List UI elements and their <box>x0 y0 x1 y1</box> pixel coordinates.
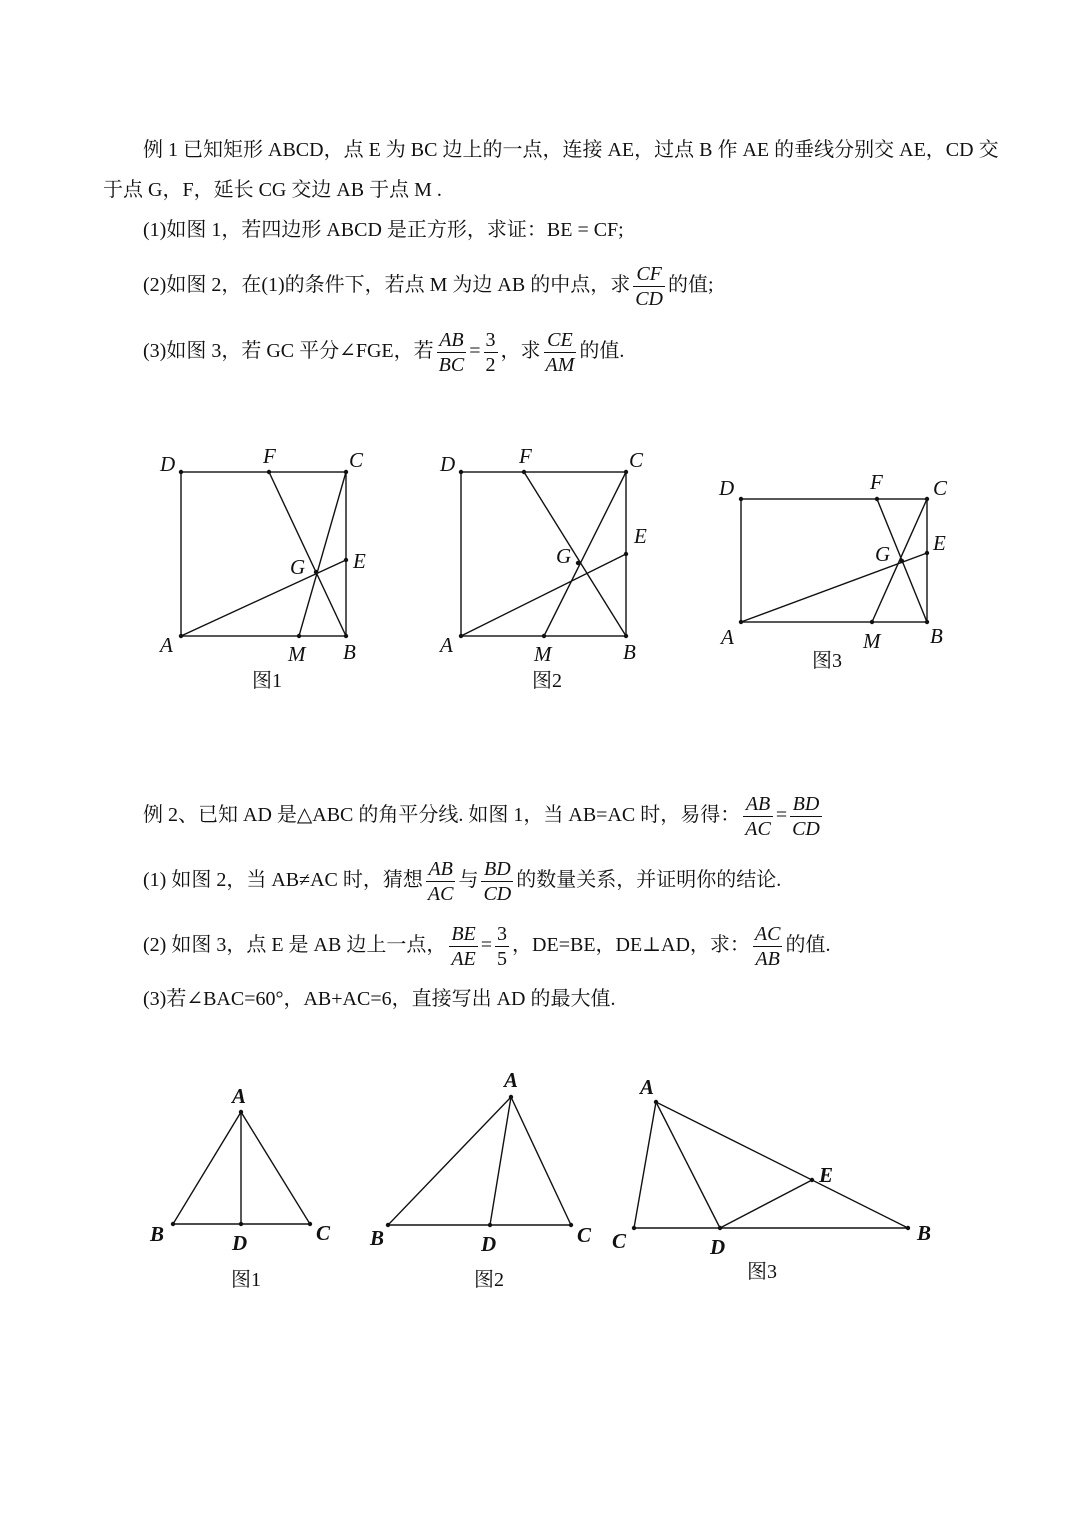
segment-cm <box>299 472 346 636</box>
ex1-figures <box>0 0 1080 720</box>
label-b: B <box>623 640 636 664</box>
label-a: A <box>640 1075 655 1099</box>
label-f: F <box>263 444 276 468</box>
label-c: C <box>629 448 644 472</box>
ex1-figure-1 <box>158 444 366 692</box>
equals-sign: = <box>480 934 493 956</box>
segment-ad <box>490 1097 511 1225</box>
ex2-intro <box>143 790 825 840</box>
ex1-q3-prefix: (3)如图 3，若 GC 平分∠FGE，若 <box>143 340 434 362</box>
label-m: M <box>863 629 881 653</box>
label-m: M <box>534 642 552 666</box>
ex1-line1: 例 1 已知矩形 ABCD，点 E 为 BC 边上的一点，连接 AE，过点 B 作 AE 的垂线分别交 AE，CD 交 <box>143 139 999 161</box>
ex1-question1: (1)如图 1，若四边形 ABCD 是正方形，求证：BE = CF; <box>143 219 624 241</box>
label-f: F <box>519 444 532 468</box>
ex2-q2-prefix: (2) 如图 3，点 E 是 AB 边上一点， <box>143 934 447 956</box>
ex2-q2-mid: ，DE=BE，DE⊥AD，求： <box>512 934 750 956</box>
label-e: E <box>634 524 647 548</box>
segment-bf <box>269 472 346 636</box>
caption-figure-2: 图2 <box>474 1269 504 1291</box>
square-abcd <box>461 472 626 636</box>
ex2-q1-suffix: 的数量关系，并证明你的结论. <box>516 869 782 891</box>
ex2-q1-mid: 与 <box>458 869 479 891</box>
fraction-be-ae: $\frac{BE}{AE}$ <box>451 922 476 970</box>
label-b: B <box>150 1222 165 1246</box>
fraction-bd-cd: $\frac{BD}{CD}$ <box>483 857 512 905</box>
ex1-q3-suffix: 的值. <box>579 340 625 362</box>
ex1-line2: 于点 G，F，延长 CG 交边 AB 于点 M . <box>103 179 442 201</box>
label-c: C <box>577 1223 592 1247</box>
label-b: B <box>930 624 943 648</box>
equals-sign: = <box>775 804 788 826</box>
ex1-figure-2 <box>438 444 647 692</box>
label-d: D <box>232 1231 248 1255</box>
label-c: C <box>349 448 364 472</box>
label-b: B <box>917 1221 932 1245</box>
fraction-3-5: $\frac{3}{5}$ <box>497 922 508 970</box>
square-abcd <box>181 472 346 636</box>
label-b: B <box>343 640 356 664</box>
ex2-figure-3 <box>612 1075 931 1283</box>
label-g: G <box>290 555 306 579</box>
label-e: E <box>353 549 366 573</box>
caption-figure-3: 图3 <box>747 1261 777 1283</box>
caption-figure-1: 图1 <box>231 1269 261 1291</box>
segment-de <box>720 1180 812 1228</box>
fraction-cf-cd: $\frac{CF}{CD}$ <box>635 262 664 310</box>
caption-figure-3: 图3 <box>812 650 842 672</box>
label-c: C <box>612 1229 627 1253</box>
fraction-3-2: $\frac{3}{2}$ <box>485 328 496 376</box>
fraction-ab-ac: $\frac{AB}{AC}$ <box>745 792 771 840</box>
label-d: D <box>710 1235 726 1259</box>
label-c: C <box>316 1221 331 1245</box>
label-f: F <box>870 470 883 494</box>
ex2-q1-prefix: (1) 如图 2，当 AB≠AC 时，猜想 <box>143 869 423 891</box>
caption-figure-1: 图1 <box>252 670 282 692</box>
ex2-intro-prefix: 例 2、已知 AD 是△ABC 的角平分线. 如图 1，当 AB=AC 时，易得： <box>143 804 741 826</box>
fraction-bd-cd: $\frac{BD}{CD}$ <box>792 792 820 840</box>
ex2-question3: (3)若∠BAC=60°，AB+AC=6，直接写出 AD 的最大值. <box>143 988 616 1010</box>
segment-ae <box>741 553 927 622</box>
label-c: C <box>933 476 948 500</box>
fraction-ce-am: $\frac{CE}{AM}$ <box>545 328 575 376</box>
ex1-q3-mid: ，求 <box>500 340 541 362</box>
ex2-figure-2 <box>369 1068 592 1291</box>
ex1-q2-suffix: 的值; <box>668 274 714 296</box>
label-a: A <box>721 625 734 649</box>
segment-bf <box>524 472 626 636</box>
label-d: D <box>160 452 176 476</box>
label-a: A <box>232 1084 247 1108</box>
ex2-figure-1 <box>149 1084 331 1291</box>
label-d: D <box>440 452 456 476</box>
label-a: A <box>504 1068 519 1092</box>
ex2-q2-suffix: 的值. <box>785 934 831 956</box>
ex2-question1 <box>143 855 781 905</box>
label-e: E <box>819 1163 834 1187</box>
triangle-abc <box>173 1112 310 1224</box>
label-a: A <box>160 633 173 657</box>
label-m: M <box>288 642 306 666</box>
equals-sign: = <box>469 340 481 362</box>
triangle-abc <box>634 1102 908 1228</box>
ex1-figure-3 <box>718 470 948 672</box>
fraction-ab-ac: $\frac{AB}{AC}$ <box>427 857 454 905</box>
caption-figure-2: 图2 <box>532 670 562 692</box>
label-g: G <box>556 544 572 568</box>
ex1-q2-prefix: (2)如图 2，在(1)的条件下，若点 M 为边 AB 的中点，求 <box>143 274 631 296</box>
label-d: D <box>481 1232 497 1256</box>
label-b: B <box>370 1226 385 1250</box>
fraction-ab-bc: $\frac{AB}{BC}$ <box>438 328 465 376</box>
label-g: G <box>875 542 891 566</box>
label-e: E <box>933 531 946 555</box>
ex2-question2 <box>143 920 830 970</box>
label-d: D <box>719 476 735 500</box>
label-a: A <box>440 633 453 657</box>
fraction-ac-ab: $\frac{AC}{AB}$ <box>754 922 781 970</box>
segment-ad <box>656 1102 720 1228</box>
triangle-abc <box>388 1097 571 1225</box>
segment-ae <box>181 560 346 636</box>
